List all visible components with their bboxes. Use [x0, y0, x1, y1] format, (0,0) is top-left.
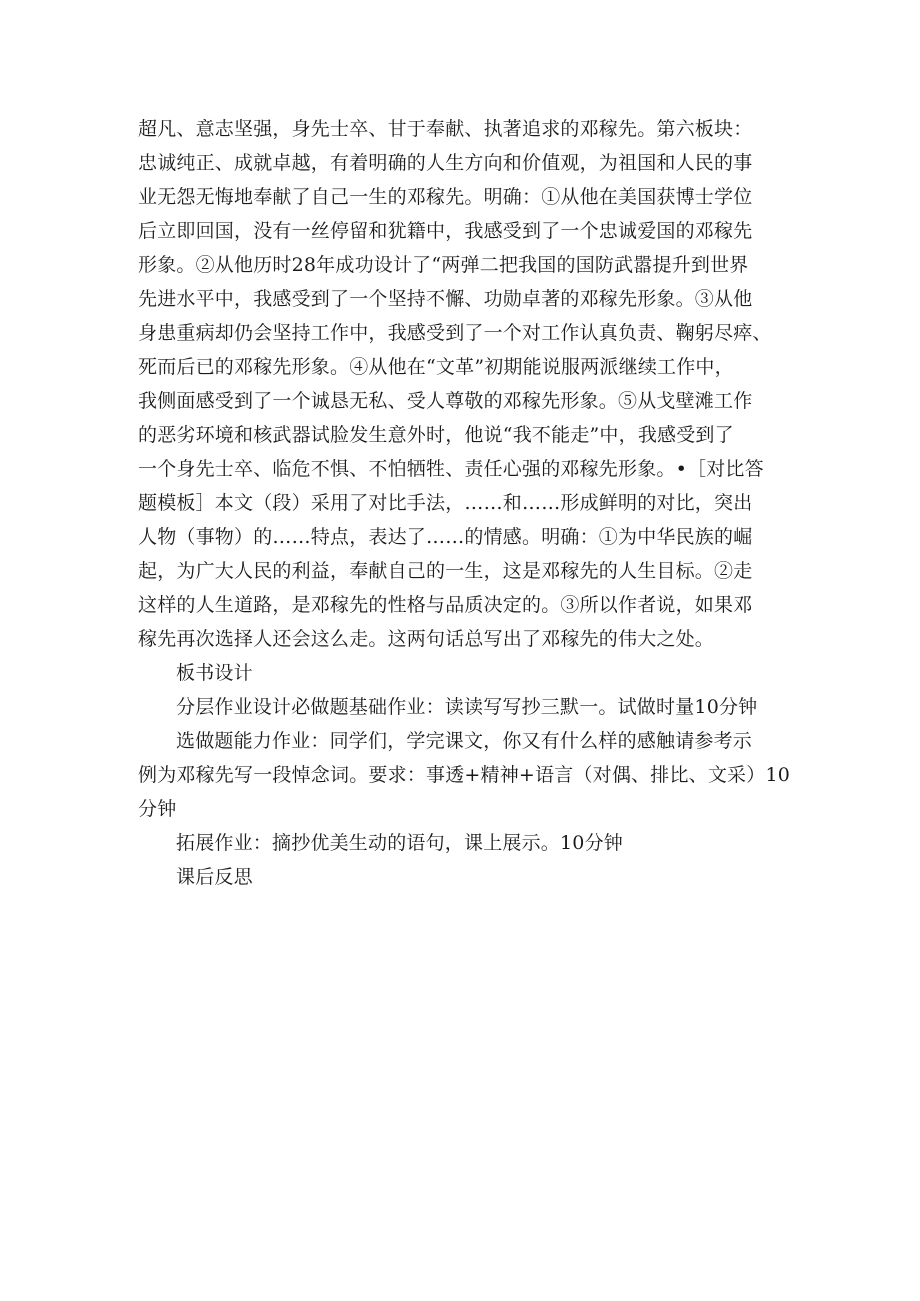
homework-required: 分层作业设计必做题基础作业：读读写写抄三默一。试做时量10分钟 — [176, 696, 758, 718]
homework-optional: 选做题能力作业：同学们，学完课文，你又有什么样的感触请参考示 — [176, 730, 753, 752]
board-design-heading: 板书设计 — [176, 662, 253, 684]
paragraph-line: 的恶劣环境和核武器试脸发生意外时，他说“我不能走”中，我感受到了 — [138, 424, 734, 446]
paragraph-line: 业无怨无悔地奉献了自己一生的邓稼先。明确：①从他在美国获博士学位 — [138, 186, 753, 208]
body-text — [138, 112, 791, 894]
paragraph-line: 起，为广大人民的利益，奉献自己的一生，这是邓稼先的人生目标。②走 — [138, 560, 753, 582]
homework-optional-duration: 分钟 — [138, 798, 177, 820]
paragraph-line: 死而后已的邓稼先形象。④从他在“文革”初期能说服两派继续工作中， — [138, 356, 734, 378]
reflection-heading: 课后反思 — [176, 866, 253, 888]
paragraph-line: 我侧面感受到了一个诚恳无私、受人尊敬的邓稼先形象。⑤从戈壁滩工作 — [138, 390, 753, 412]
homework-optional-continued: 例为邓稼先写一段悼念词。要求：事透+精神+语言（对偶、排比、文采）10 — [138, 764, 791, 786]
paragraph-line: 后立即回国，没有一丝停留和犹籍中，我感受到了一个忠诚爱国的邓稼先 — [138, 220, 753, 242]
paragraph-line: 先进水平中，我感受到了一个坚持不懈、功勋卓著的邓稼先形象。③从他 — [138, 288, 753, 310]
paragraph-line: 形象。②从他历时28年成功设计了“两弹二把我国的国防武嚣提升到世界 — [138, 254, 749, 276]
paragraph-line: 身患重病却仍会坚持工作中，我感受到了一个对工作认真负责、鞠躬尽瘁、 — [138, 322, 772, 344]
paragraph-line: 人物（事物）的……特点，表达了……的情感。明确：①为中华民族的崛 — [138, 526, 753, 548]
paragraph-line: 题模板］本文（段）采用了对比手法，……和……形成鲜明的对比，突出 — [138, 492, 753, 514]
paragraph-line: 超凡、意志坚强，身先士卒、甘于奉献、执著追求的邓稼先。第六板块： — [138, 118, 753, 140]
paragraph-line: 这样的人生道路，是邓稼先的性格与品质决定的。③所以作者说，如果邓 — [138, 594, 753, 616]
paragraph-line: 忠诚纯正、成就卓越，有着明确的人生方向和价值观，为祖国和人民的事 — [138, 152, 753, 174]
paragraph-line: 稼先再次选择人还会这么走。这两句话总写出了邓稼先的伟大之处。 — [138, 628, 715, 650]
extension-homework: 拓展作业：摘抄优美生动的语句，课上展示。10分钟 — [176, 832, 623, 854]
paragraph-line: 一个身先士卒、临危不惧、不怕牺牲、责任心强的邓稼先形象。•［对比答 — [138, 458, 764, 480]
